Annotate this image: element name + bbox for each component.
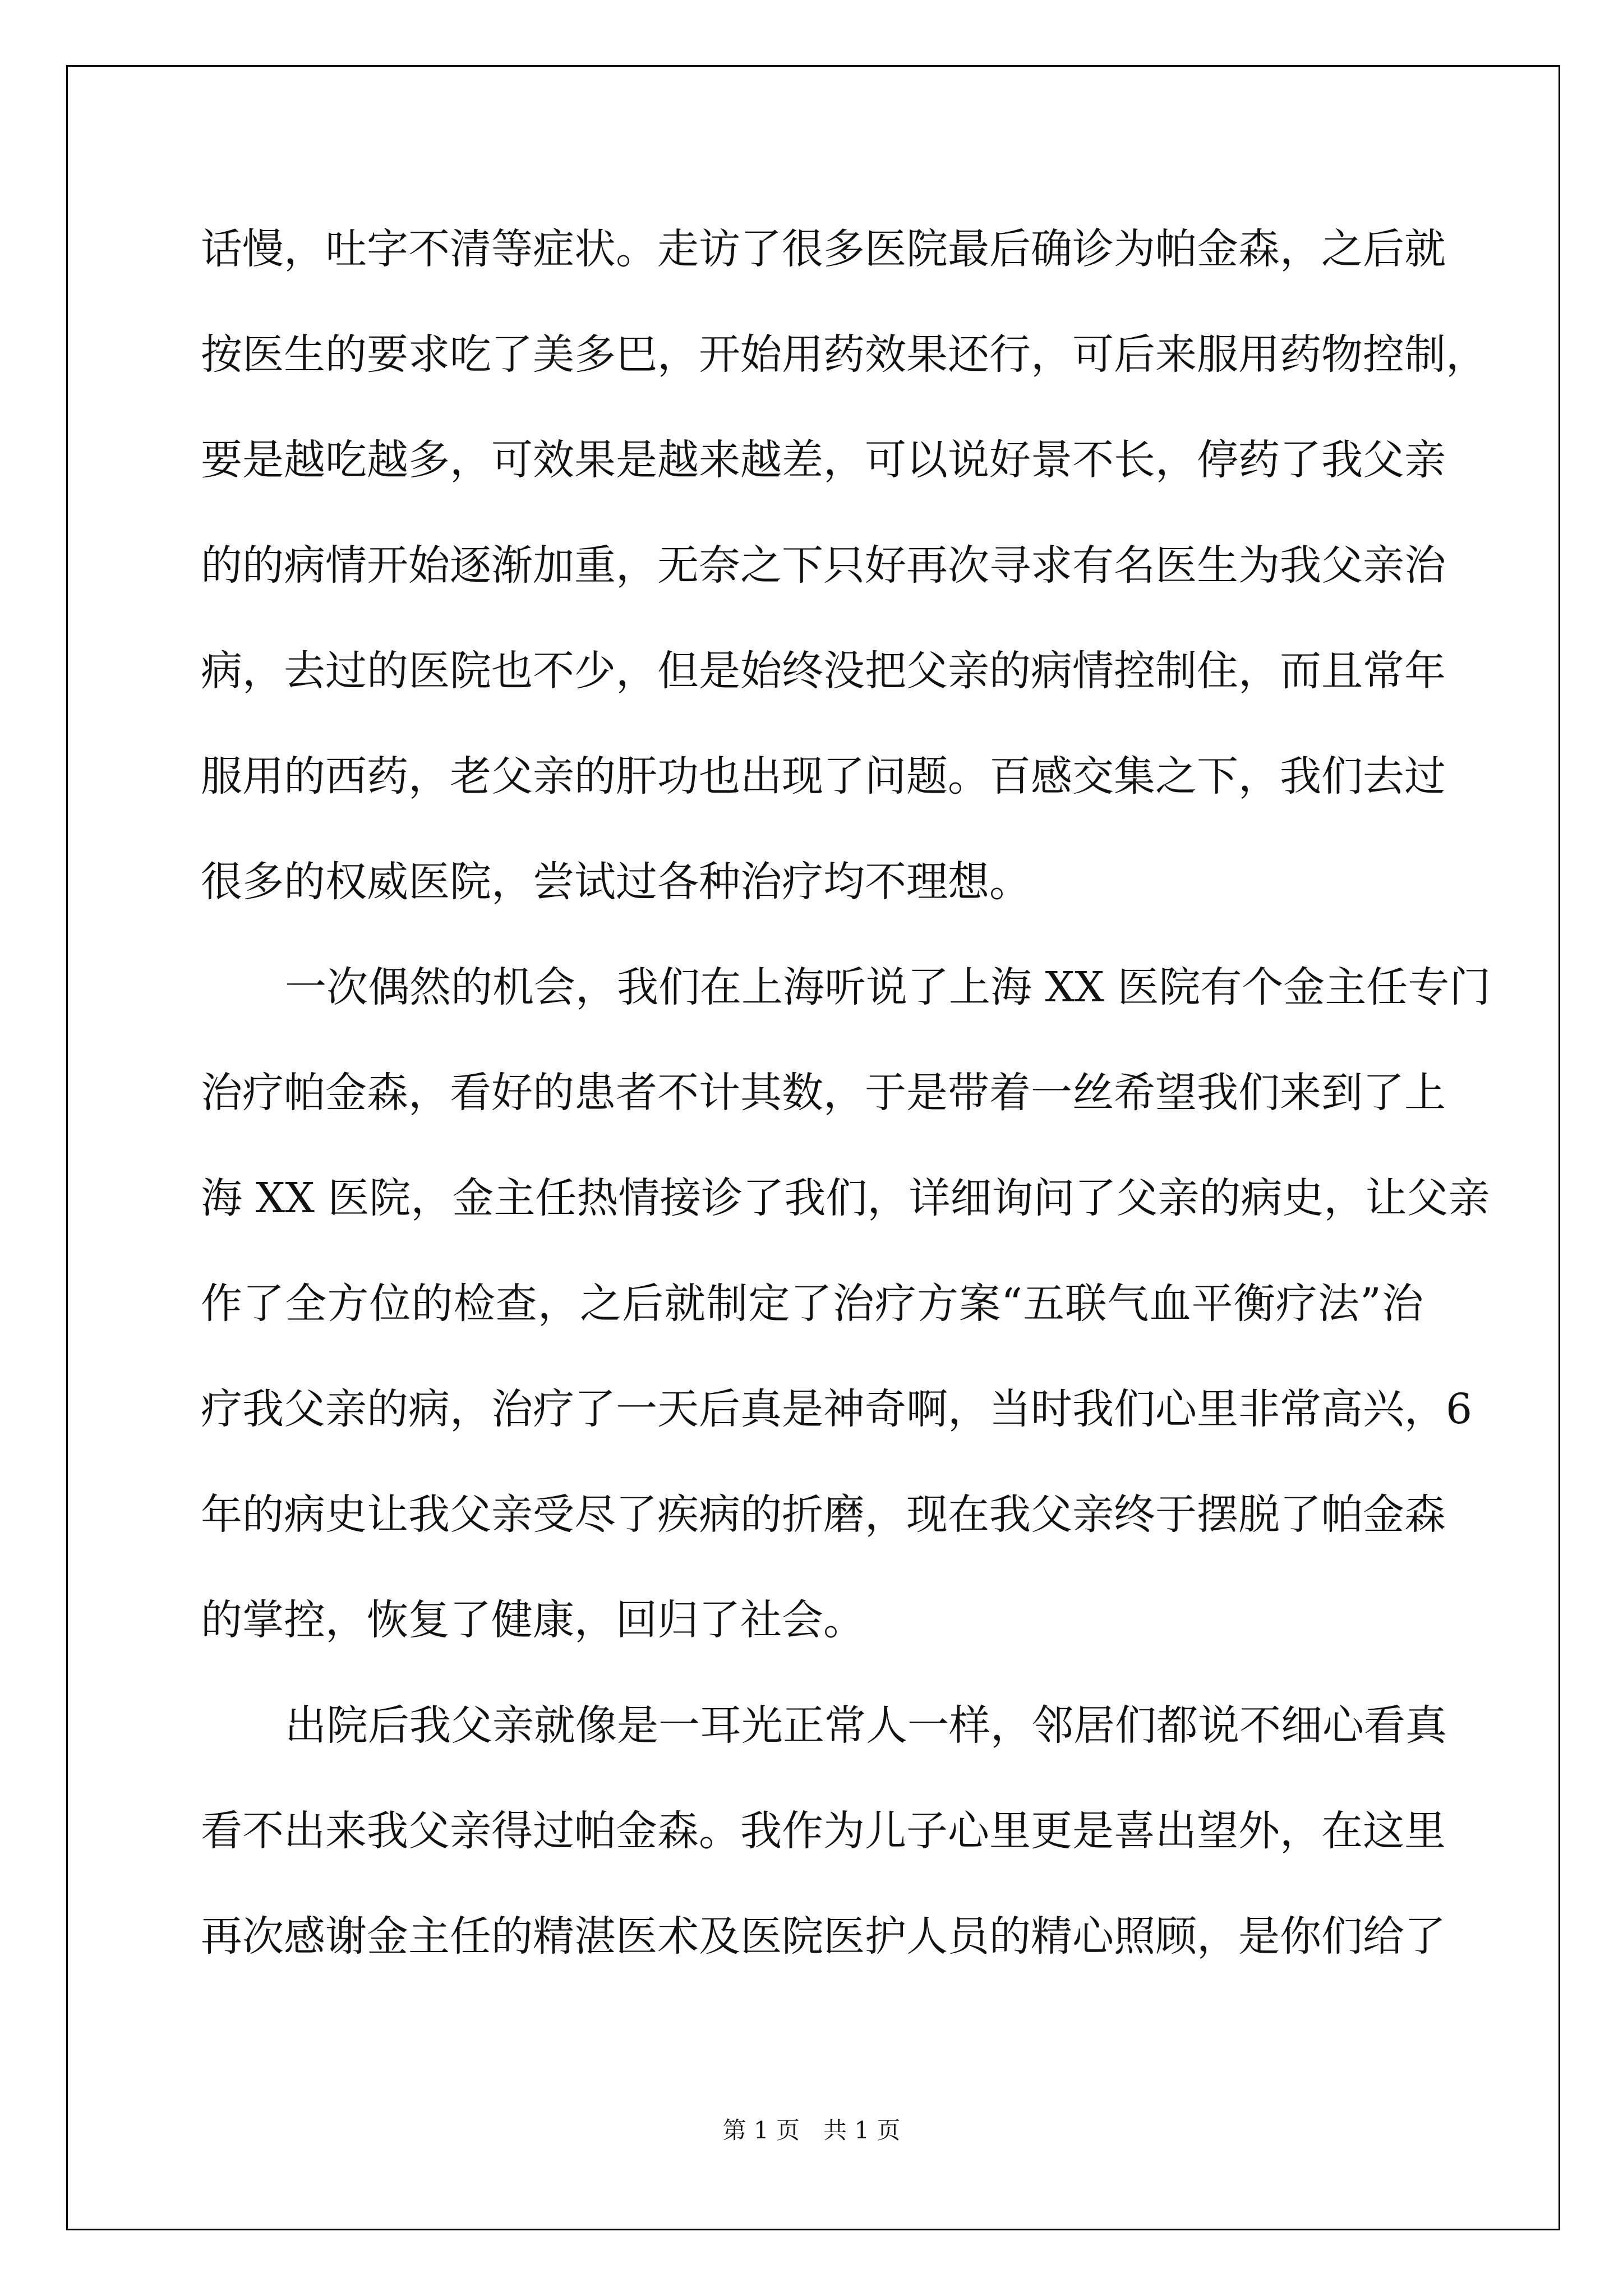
text-line: 年的病史让我父亲受尽了疾病的折磨，现在我父亲终于摆脱了帕金森 [201,1490,1446,1539]
text-line: 的掌控，恢复了健康，回归了社会。 [201,1596,865,1644]
text-line: 出院后我父亲就像是一耳光正常人一样，邻居们都说不细心看真 [285,1701,1447,1750]
text-line: 话慢，吐字不清等症状。走访了很多医院最后确诊为帕金森，之后就 [201,225,1446,273]
text-line: 海 XX 医院，金主任热情接诊了我们，详细询问了父亲的病史，让父亲 [201,1174,1490,1222]
text-line: 一次偶然的机会，我们在上海听说了上海 XX 医院有个金主任专门 [285,963,1491,1011]
text-line: 疗我父亲的病，治疗了一天后真是神奇啊，当时我们心里非常高兴，6 [201,1385,1473,1433]
text-line: 看不出来我父亲得过帕金森。我作为儿子心里更是喜出望外，在这里 [201,1807,1446,1855]
text-line: 要是越吃越多，可效果是越来越差，可以说好景不长，停药了我父亲 [201,436,1446,484]
text-line: 服用的西药，老父亲的肝功也出现了问题。百感交集之下，我们去过 [201,752,1446,800]
text-line: 很多的权威医院，尝试过各种治疗均不理想。 [201,858,1031,906]
text-line: 作了全方位的检查，之后就制定了治疗方案“五联气血平衡疗法”治 [201,1280,1423,1328]
text-line: 的的病情开始逐渐加重，无奈之下只好再次寻求有名医生为我父亲治 [201,541,1446,590]
text-line: 病，去过的医院也不少，但是始终没把父亲的病情控制住，而且常年 [201,647,1446,695]
text-line: 再次感谢金主任的精湛医术及医院医护人员的精心照顾，是你们给了 [201,1912,1446,1961]
page-number-footer: 第 1 页 共 1 页 [722,2116,901,2144]
text-line: 按医生的要求吃了美多巴，开始用药效果还行，可后来服用药物控制， [201,330,1487,379]
text-line: 治疗帕金森，看好的患者不计其数，于是带着一丝希望我们来到了上 [201,1069,1446,1117]
